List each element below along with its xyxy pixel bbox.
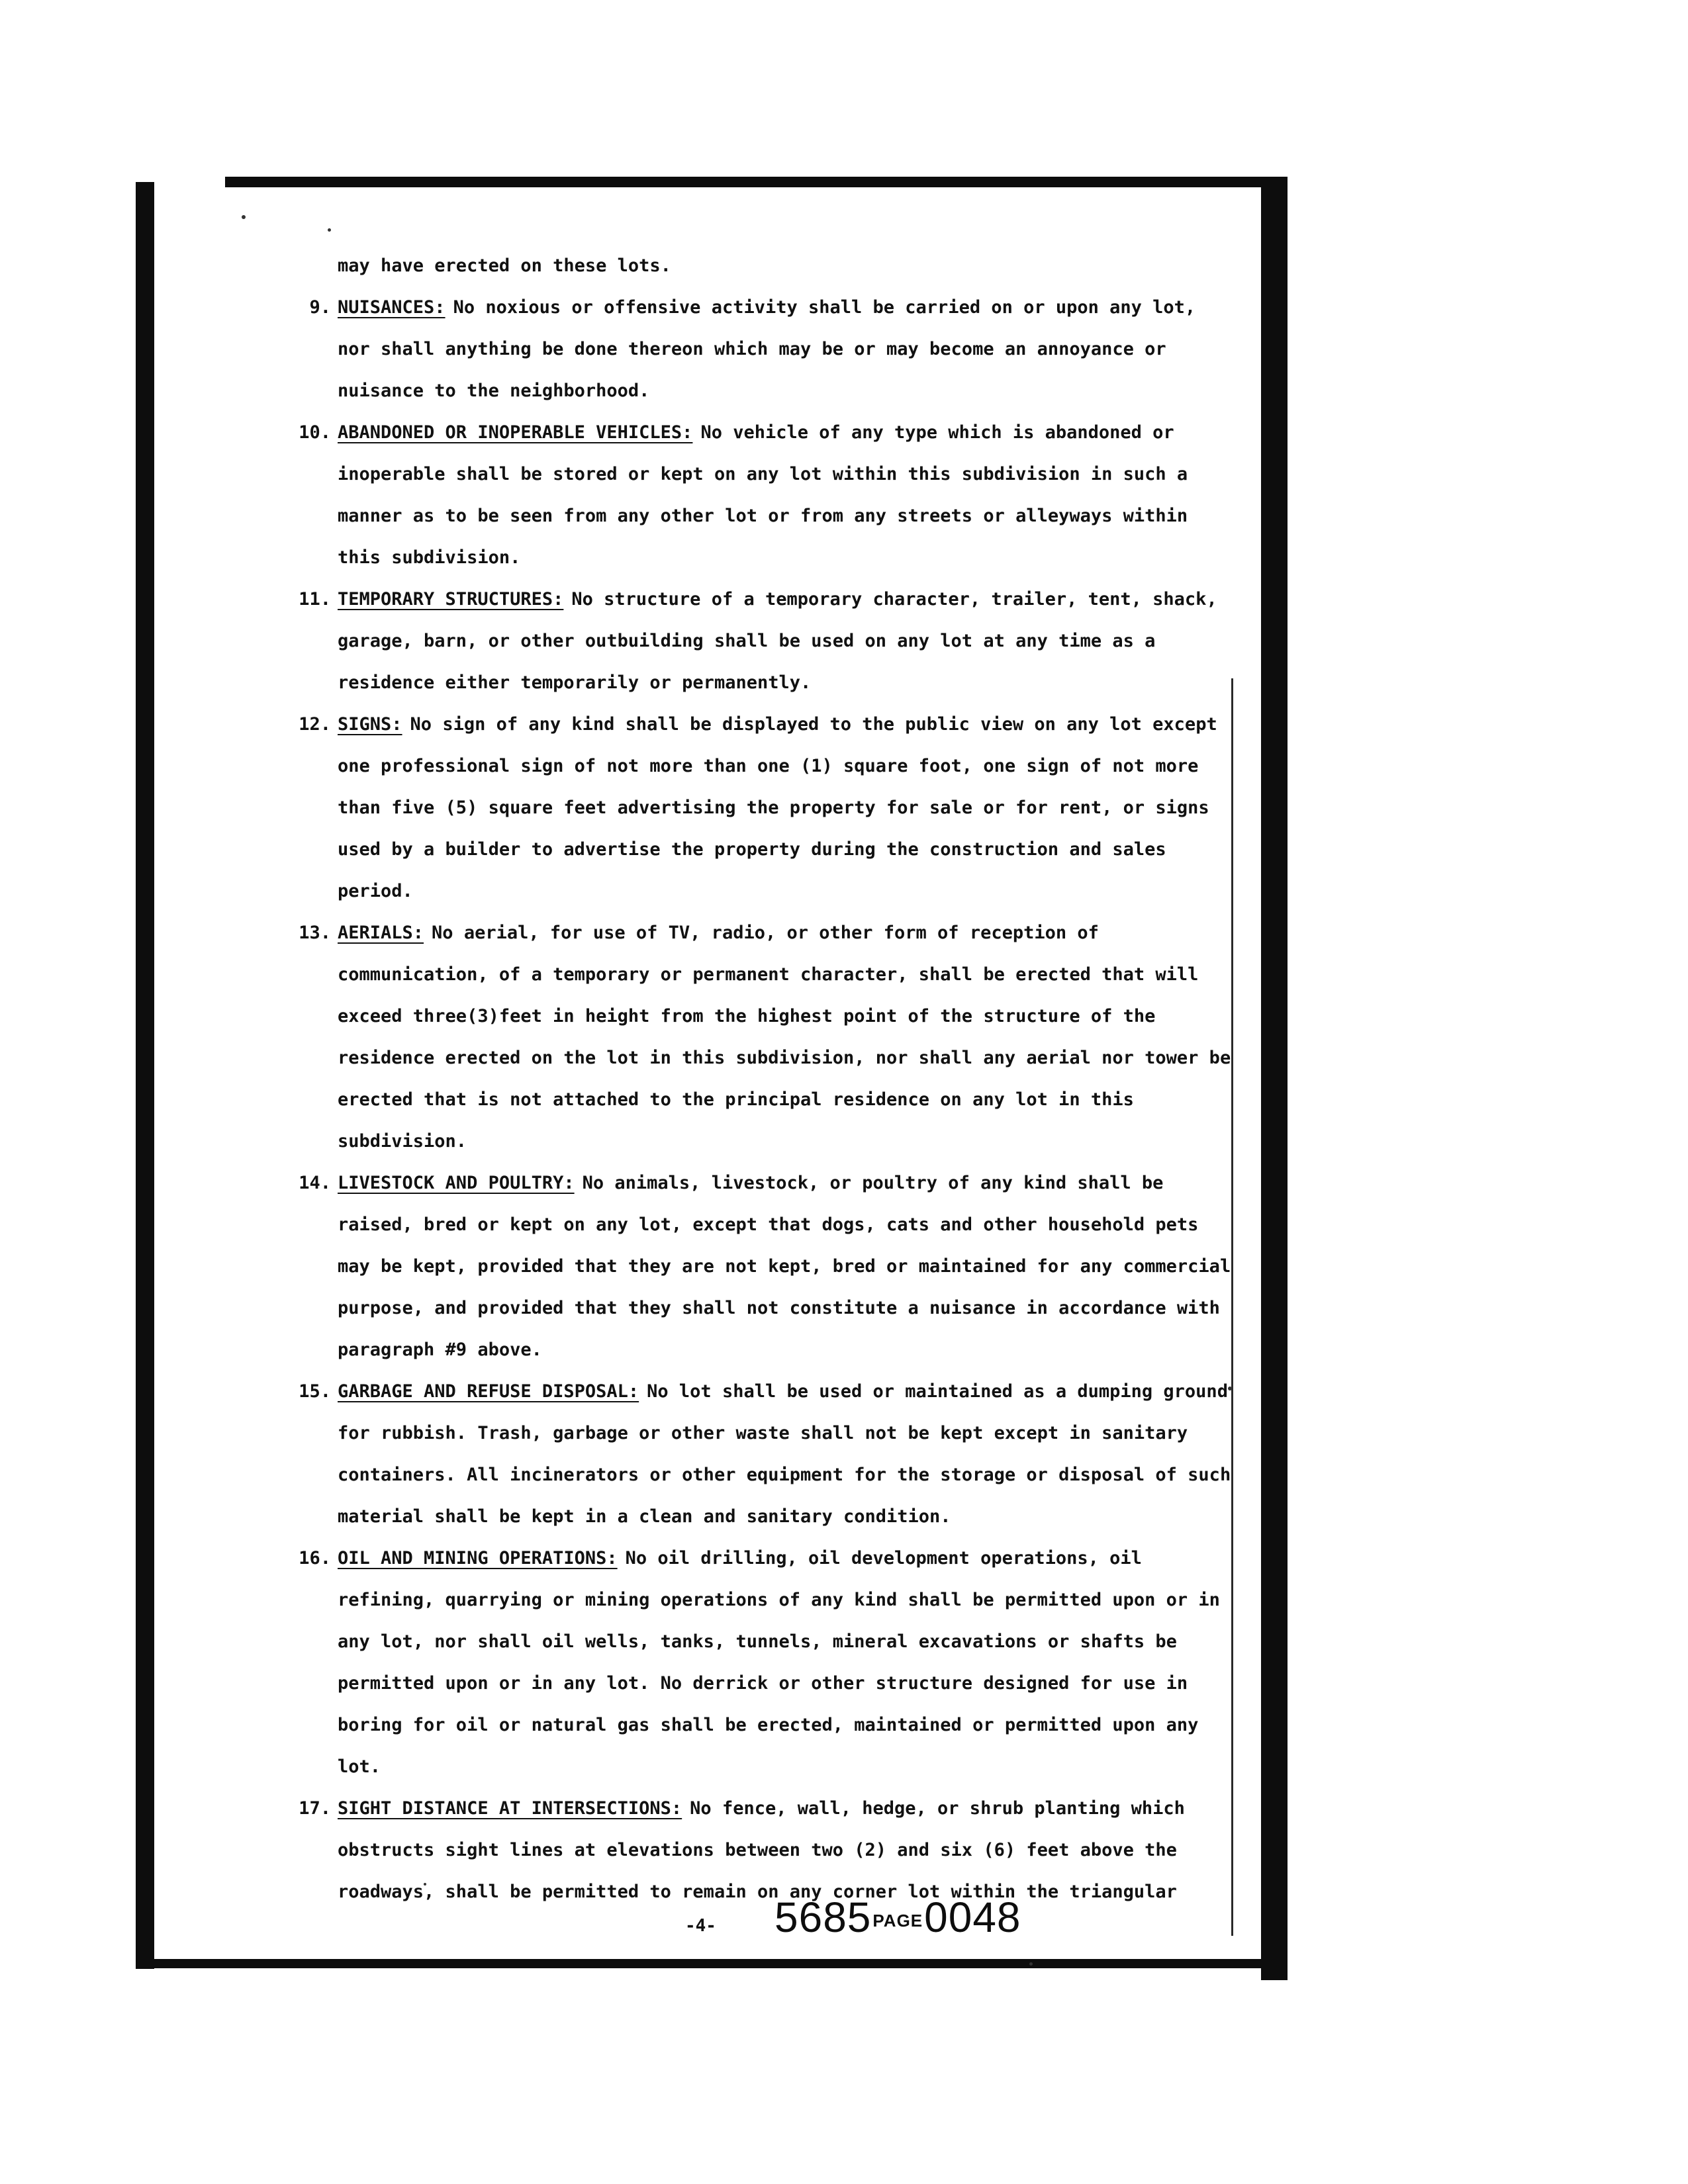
- paragraph-text: No fence, wall, hedge, or shrub planting which obstructs sight lines at elevations between two (2) and six (6) feet above the roadways, shall be permitted to remain on any corner lot within the triangular: [338, 1798, 1185, 1902]
- paragraph-title: OIL AND MINING OPERATIONS:: [338, 1548, 618, 1569]
- covenant-paragraph: [265, 1537, 1231, 1788]
- covenant-paragraph: [265, 1371, 1231, 1537]
- paragraph-text: No lot shall be used or maintained as a dumping ground for rubbish. Trash, garbage or other waste shall not be kept except in sanitary containers. All incinerators or other equipment for the storage or disposal of such material shall be kept in a clean and sanitary condition.: [338, 1381, 1231, 1527]
- paragraph-title: NUISANCES:: [338, 297, 445, 318]
- paragraph-title: TEMPORARY STRUCTURES:: [338, 589, 564, 610]
- scan-speck: [1029, 1962, 1033, 1966]
- covenant-paragraph: [265, 412, 1231, 578]
- paragraph-number: 15.: [299, 1381, 331, 1402]
- paragraph-title: GARBAGE AND REFUSE DISPOSAL:: [338, 1381, 639, 1402]
- paragraph-text: No vehicle of any type which is abandoned or inoperable shall be stored or kept on any lot within this subdivision in such a manner as to be seen from any other lot or from any streets or alleyways within this subdivision.: [338, 422, 1188, 568]
- scan-border-right: [1261, 177, 1288, 1980]
- covenant-paragraph: [265, 1162, 1231, 1371]
- page-stamp-number: 0048: [924, 1893, 1021, 1941]
- paragraph-text: No animals, livestock, or poultry of any kind shall be raised, bred or kept on any lot, except that dogs, cats and other household pets may be kept, provided that they are not kept, bred or maintained for any commercial purpose, and provided that they shall not constitute a nuisance in accordance with paragraph #9 above.: [338, 1173, 1231, 1360]
- paragraph-text: No oil drilling, oil development operations, oil refining, quarrying or mining operations of any kind shall be permitted upon or in any lot, nor shall oil wells, tanks, tunnels, mineral excavations or shafts be permitted upon or in any lot. No derrick or other structure designed for use in boring for oil or natural gas shall be erected, maintained or permitted upon any lot.: [338, 1548, 1220, 1777]
- paragraph-title: SIGNS:: [338, 714, 402, 735]
- page-number: -4-: [685, 1916, 716, 1936]
- paragraph-text: No noxious or offensive activity shall be carried on or upon any lot, nor shall anything be done thereon which may be or may become an annoyance or nuisance to the neighborhood.: [338, 297, 1196, 401]
- intro-line: may have erected on these lots.: [338, 255, 671, 276]
- covenant-list: [265, 287, 1231, 1913]
- page-label: PAGE: [872, 1910, 923, 1931]
- paragraph-text: No aerial, for use of TV, radio, or other form of reception of communication, of a temporary or permanent character, shall be erected that will exceed three(3)feet in height from the highest point of the structure of the residence erected on the lot in this subdivision, nor shall any aerial nor tower be erected that is not attached to the principal residence on any lot in this subdivision.: [338, 923, 1231, 1152]
- covenant-paragraph: [265, 704, 1231, 912]
- paragraph-number: 9.: [309, 297, 331, 318]
- book-page-stamp: [774, 1893, 1021, 1942]
- paragraph-number: 13.: [299, 923, 331, 943]
- covenant-paragraph: [265, 912, 1231, 1162]
- covenant-paragraph: [265, 287, 1231, 412]
- scan-margin-line: [1231, 678, 1233, 1936]
- paragraph-title: SIGHT DISTANCE AT INTERSECTIONS:: [338, 1798, 682, 1819]
- paragraph-number: 12.: [299, 714, 331, 735]
- paragraph-text: No sign of any kind shall be displayed to the public view on any lot except one professional sign of not more than one (1) square foot, one sign of not more than five (5) square feet advertising the property for sale or for rent, or signs used by a builder to advertise the property during the construction and sales period.: [338, 714, 1217, 901]
- scan-speck: [242, 215, 246, 219]
- paragraph-number: 14.: [299, 1173, 331, 1193]
- paragraph-number: 16.: [299, 1548, 331, 1569]
- paragraph-title: ABANDONED OR INOPERABLE VEHICLES:: [338, 422, 693, 443]
- paragraph-number: 10.: [299, 422, 331, 443]
- paragraph-title: AERIALS:: [338, 923, 424, 943]
- scan-border-top: [225, 177, 1288, 187]
- scan-border-bottom: [136, 1959, 1288, 1968]
- document-body: [265, 245, 1231, 1913]
- book-number: 5685: [774, 1893, 872, 1941]
- paragraph-number: 17.: [299, 1798, 331, 1819]
- paragraph-title: LIVESTOCK AND POULTRY:: [338, 1173, 575, 1193]
- scan-speck: [328, 228, 331, 232]
- paragraph-number: 11.: [299, 589, 331, 610]
- page-footer: [685, 1893, 1021, 1946]
- scan-border-left: [136, 182, 154, 1969]
- paragraph-text: No structure of a temporary character, trailer, tent, shack, garage, barn, or other outbuilding shall be used on any lot at any time as a residence either temporarily or permanently.: [338, 589, 1217, 693]
- covenant-paragraph: [265, 578, 1231, 704]
